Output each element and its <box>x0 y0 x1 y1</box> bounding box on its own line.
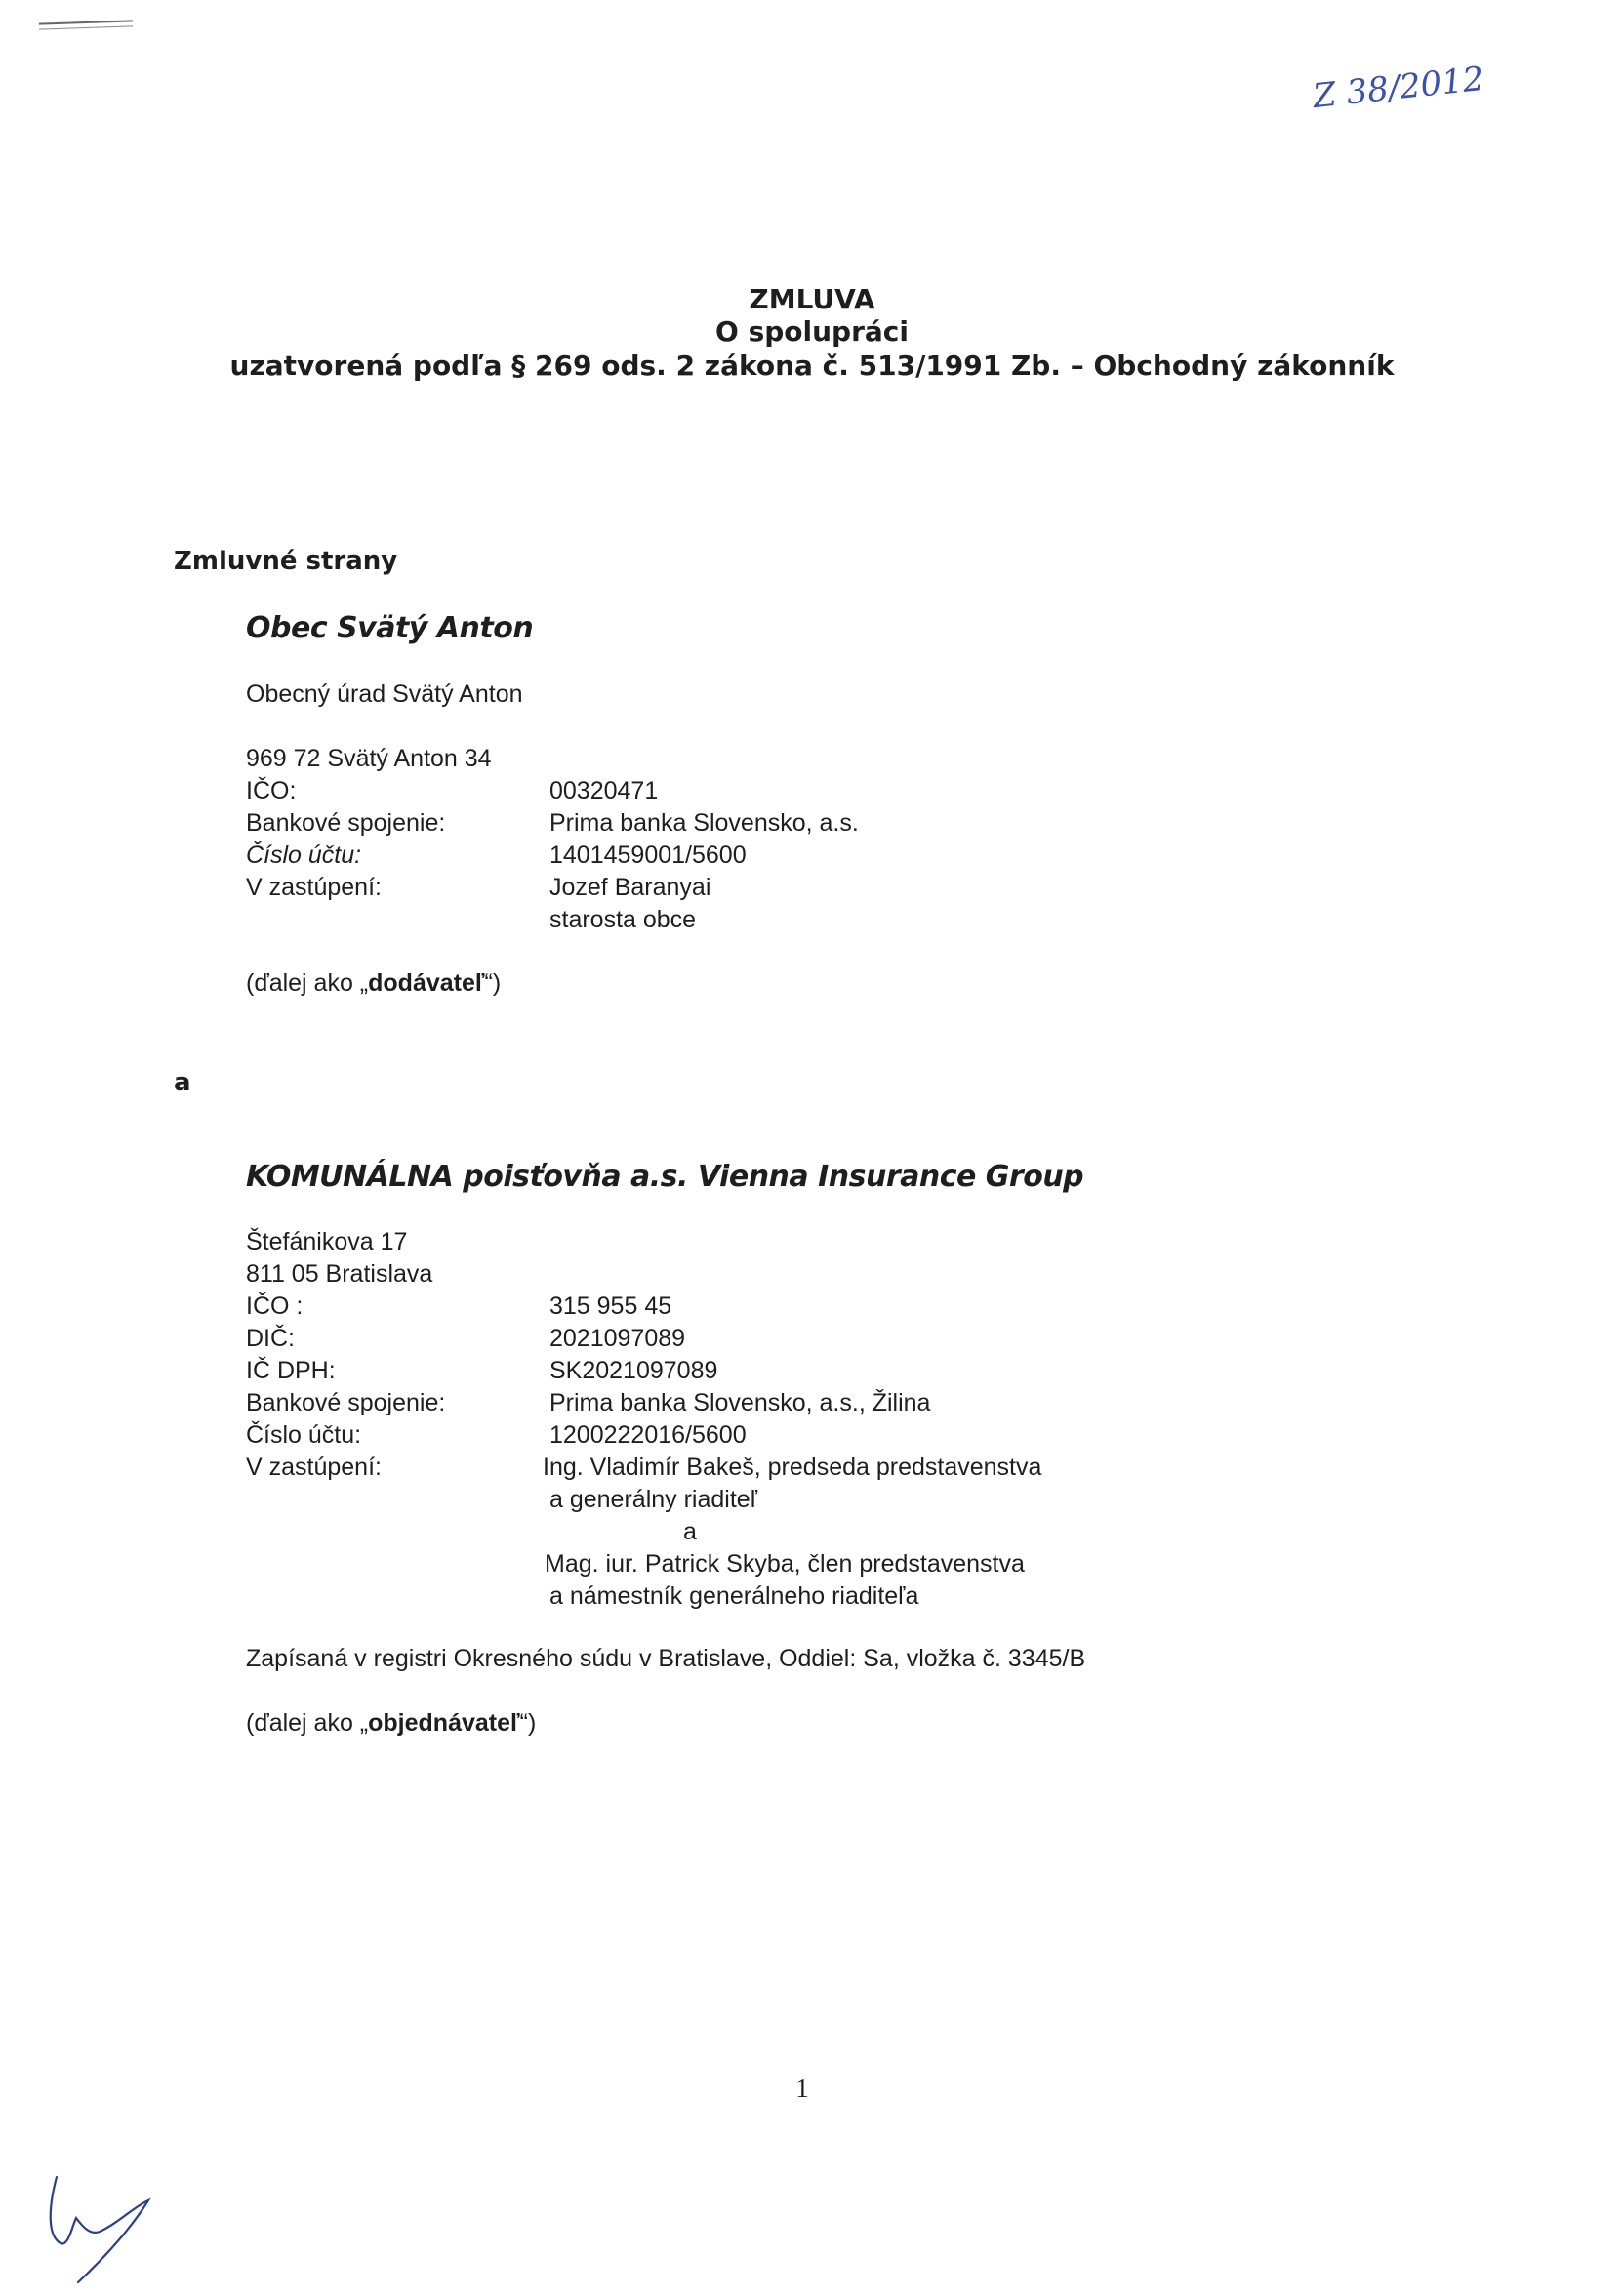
party2-bank-label: Bankové spojenie: <box>246 1389 446 1416</box>
party2-city: 811 05 Bratislava <box>246 1260 433 1288</box>
party1-account-label: Číslo účtu: <box>246 841 362 869</box>
party2-name: KOMUNÁLNA poisťovňa a.s. Vienna Insurance Group <box>246 1160 1084 1194</box>
party1-address: 969 72 Svätý Anton 34 <box>246 745 492 772</box>
party1-ico-label: IČO: <box>246 777 297 804</box>
party1-role-line: (ďalej ako „dodávateľ“) <box>246 969 502 997</box>
legal-basis: uzatvorená podľa § 269 ods. 2 zákona č. 513/1991 Zb. – Obchodný zákonník <box>229 349 1395 382</box>
party1-office: Obecný úrad Svätý Anton <box>246 680 523 708</box>
party2-rep-and: a <box>683 1518 697 1545</box>
party2-ico-value: 315 955 45 <box>549 1292 672 1320</box>
party2-rep2-name: Mag. iur. Patrick Skyba, člen predstavenstva <box>545 1550 1025 1578</box>
party2-rep-label: V zastúpení: <box>246 1454 382 1481</box>
party1-role: dodávateľ <box>368 969 485 997</box>
party2-icdph-value: SK2021097089 <box>549 1357 718 1384</box>
party2-registry: Zapísaná v registri Okresného súdu v Bratislave, Oddiel: Sa, vložka č. 3345/B <box>246 1645 1086 1672</box>
page-number: 1 <box>795 2073 809 2103</box>
party1-bank-label: Bankové spojenie: <box>246 809 446 837</box>
party2-rep2-title: a námestník generálneho riaditeľa <box>549 1582 919 1610</box>
signature-initial-mark <box>39 2167 156 2284</box>
section-heading-parties: Zmluvné strany <box>174 547 398 576</box>
party1-rep-title: starosta obce <box>549 906 697 933</box>
party1-account-value: 1401459001/5600 <box>549 841 747 869</box>
party2-ico-label: IČO : <box>246 1292 304 1320</box>
party2-icdph-label: IČ DPH: <box>246 1357 336 1384</box>
document-subtitle: O spolupráci <box>715 315 909 348</box>
party2-bank-value: Prima banka Slovensko, a.s., Žilina <box>549 1389 931 1416</box>
party2-street: Štefánikova 17 <box>246 1228 408 1255</box>
party1-name: Obec Svätý Anton <box>246 611 534 645</box>
staple-mark <box>39 20 133 29</box>
party1-rep-name: Jozef Baranyai <box>549 874 711 901</box>
party1-ico-value: 00320471 <box>549 777 659 804</box>
party2-dic-label: DIČ: <box>246 1325 295 1352</box>
party2-role: objednávateľ <box>368 1709 520 1737</box>
party1-bank-value: Prima banka Slovensko, a.s. <box>549 809 859 837</box>
handwritten-registration-note: Z 38/2012 <box>1311 59 1486 117</box>
party1-rep-label: V zastúpení: <box>246 874 382 901</box>
party2-rep1-title: a generálny riaditeľ <box>549 1486 757 1513</box>
party2-account-value: 1200222016/5600 <box>549 1421 747 1449</box>
party2-account-label: Číslo účtu: <box>246 1421 362 1449</box>
document-title: ZMLUVA <box>749 283 875 315</box>
party2-role-line: (ďalej ako „objednávateľ“) <box>246 1709 537 1737</box>
conjunction-and: a <box>174 1068 191 1097</box>
party2-dic-value: 2021097089 <box>549 1325 686 1352</box>
party2-rep1-name: Ing. Vladimír Bakeš, predseda predstavenstva <box>543 1454 1042 1481</box>
